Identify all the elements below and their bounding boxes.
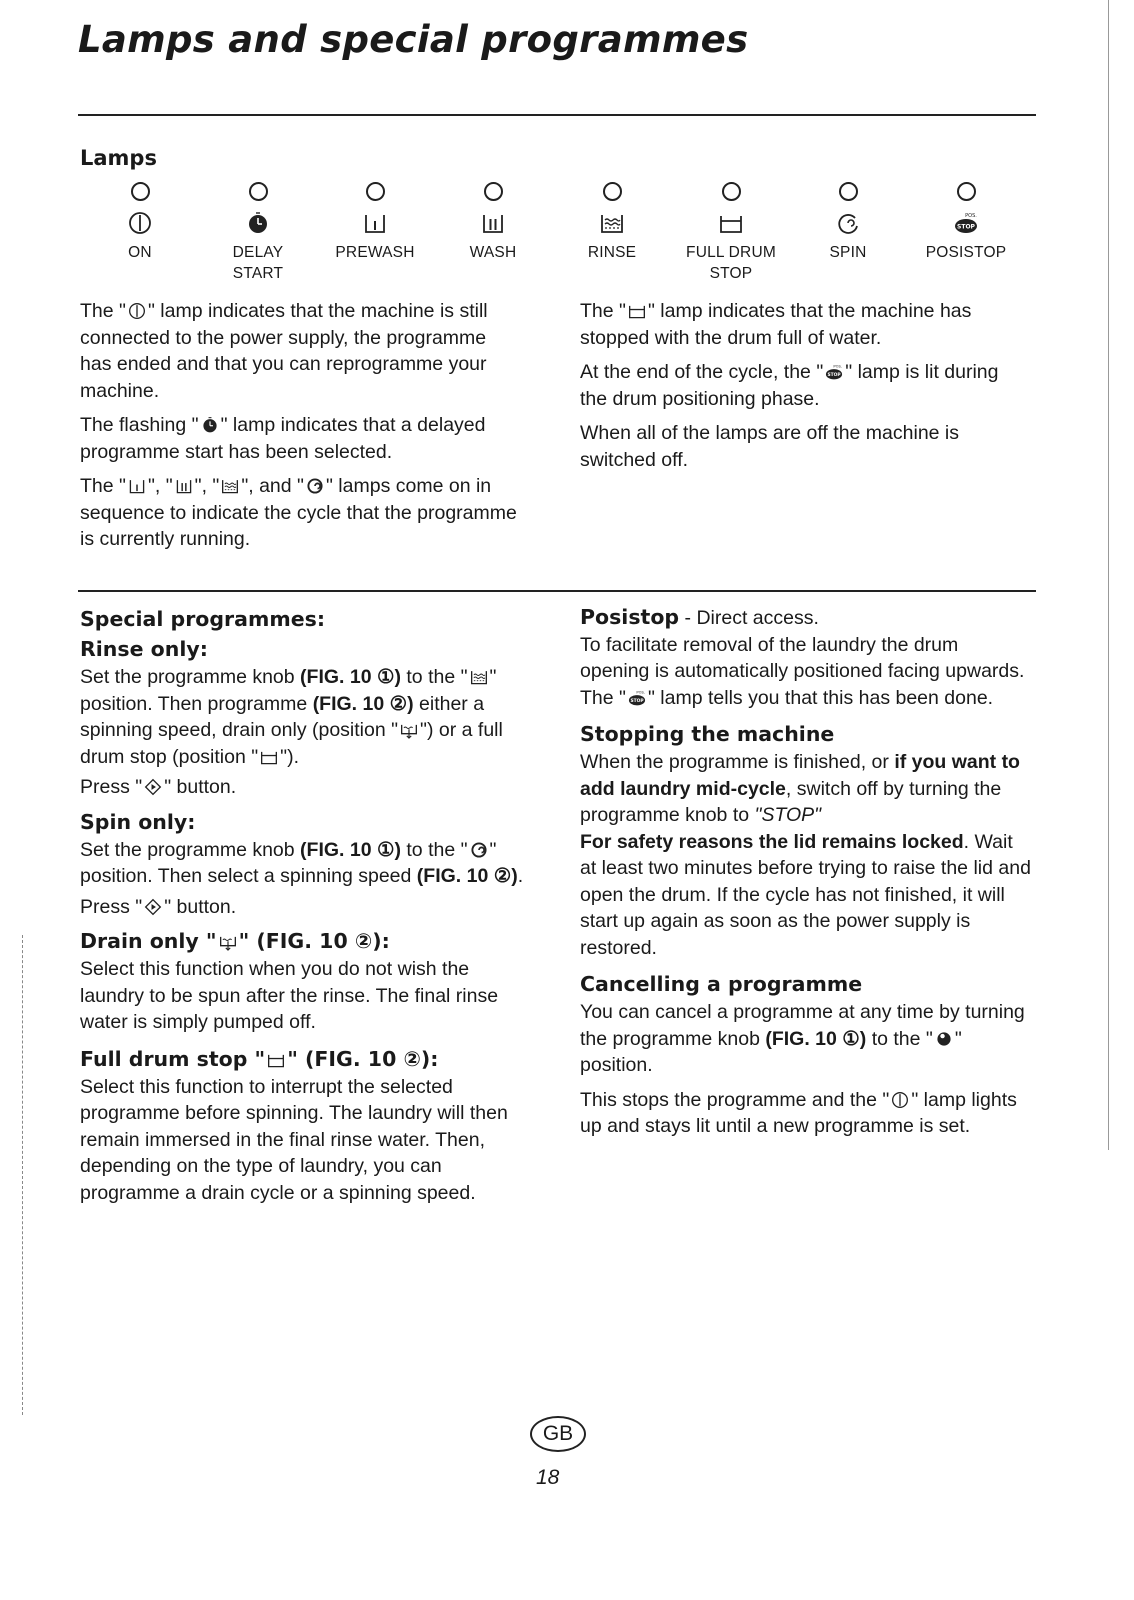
power-icon	[889, 1090, 911, 1110]
lamp-delay-start	[203, 176, 313, 284]
lamp-label: PREWASH	[335, 244, 415, 261]
lamp-indicator	[249, 182, 268, 201]
lamps-heading: Lamps	[80, 146, 157, 170]
drain-icon	[398, 720, 420, 740]
lamp-indicator	[366, 182, 385, 201]
section-divider	[78, 590, 1036, 592]
prewash-icon	[360, 210, 390, 236]
bold-text: if you want to add laundry mid-cycle	[580, 751, 1020, 800]
text: either a spinning speed, drain only (position "	[80, 692, 485, 741]
posistop-lamp-text	[580, 685, 1032, 712]
text: Press "	[80, 895, 143, 918]
text: .	[517, 865, 524, 887]
full-drum-lamp-paragraph	[580, 298, 1030, 351]
lamp-spin	[793, 176, 903, 263]
special-programmes-right	[580, 604, 1032, 1148]
lamp-label: POSISTOP	[925, 244, 1007, 261]
region-badge-text: GB	[542, 1422, 574, 1445]
lamp-wash	[438, 176, 548, 263]
text: " (FIG. 10 ②):	[287, 1046, 439, 1071]
text: Set the programme knob	[80, 666, 301, 688]
lamp-label: WASH	[469, 244, 517, 261]
text: to the "	[400, 666, 468, 688]
lamp-indicator	[722, 182, 741, 201]
posistop-icon	[626, 688, 648, 708]
text: At the end of the cycle, the "	[580, 361, 824, 383]
rinse-icon	[468, 667, 490, 687]
text: Drain only "	[80, 929, 217, 953]
lamps-description-right	[580, 298, 1030, 481]
rinse-icon	[219, 476, 241, 496]
clock-icon	[199, 415, 221, 435]
text: , switch off by turning the programme knob to	[580, 777, 1002, 826]
page-title: Lamps and special programmes	[78, 18, 749, 61]
spin-icon	[468, 840, 490, 860]
page-number: 18	[536, 1466, 560, 1489]
rinse-only-heading: Rinse only:	[80, 637, 208, 661]
text: " lamp tells you that this has been done.	[647, 686, 994, 709]
special-programmes-left	[80, 604, 530, 1214]
full-drum-stop-text: Select this function to interrupt the selected programme before spinning. The laundry will then remain immersed in the final rinse water. Then, depending on the type of laundry, you can programme a drain cycle or a spinning speed.	[80, 1075, 508, 1204]
full-drum-icon	[265, 1050, 287, 1070]
text: ").	[280, 745, 300, 768]
wash-icon	[478, 210, 508, 236]
lamp-indicator	[603, 182, 622, 201]
lamp-indicator	[957, 182, 976, 201]
lamps-description-left	[80, 298, 520, 561]
lamp-rinse	[557, 176, 667, 263]
lamp-indicator	[131, 182, 150, 201]
stopping-heading: Stopping the machine	[580, 722, 835, 746]
text: " lamp indicates that a delayed programme start has been selected.	[80, 414, 486, 463]
italic-text: "STOP"	[754, 804, 822, 826]
spin-icon	[304, 476, 326, 496]
drain-icon	[217, 932, 239, 952]
lamp-posistop	[911, 176, 1021, 263]
lamp-full-drum-stop	[676, 176, 786, 284]
start-icon	[142, 897, 164, 917]
special-programmes-heading: Special programmes:	[80, 607, 326, 631]
text: The "	[580, 300, 626, 322]
spin-only-text	[80, 837, 530, 890]
cancelling-text	[580, 999, 1032, 1079]
power-lamp-paragraph	[80, 298, 520, 404]
figure-ref: (FIG. 10 ②)	[312, 692, 414, 715]
spin-press-start	[80, 894, 530, 921]
text: The "	[580, 686, 626, 709]
text: " position. Then select a spinning speed	[80, 838, 497, 887]
delay-lamp-paragraph	[80, 412, 520, 465]
lamp-label: SPIN	[829, 244, 867, 261]
cancelling-lamp-text	[580, 1087, 1032, 1140]
text: You can cancel a programme at any time by turning the programme knob	[580, 1001, 1025, 1050]
posistop-lamp-paragraph	[580, 359, 1030, 412]
figure-ref: (FIG. 10 ①)	[300, 838, 401, 861]
stopping-text	[580, 749, 1032, 829]
start-icon	[142, 777, 164, 797]
text: " button.	[164, 776, 237, 798]
wash-icon	[173, 476, 195, 496]
text: to the "	[866, 1027, 933, 1050]
text: " (FIG. 10 ②):	[238, 929, 390, 953]
lamp-label: FULL DRUM STOP	[686, 244, 776, 282]
rinse-press-start	[80, 774, 530, 801]
spin-icon	[833, 210, 863, 236]
posistop-icon	[823, 362, 845, 382]
drain-only-text: Select this function when you do not wish the laundry to be spun after the rinse. The final rinse water is simply pumped off.	[80, 958, 499, 1033]
prewash-icon	[126, 476, 148, 496]
power-icon	[125, 210, 155, 236]
text: " lamp lights up and stays lit until a new programme is set.	[580, 1088, 1017, 1137]
lamp-prewash	[320, 176, 430, 263]
full-drum-icon	[716, 210, 746, 236]
rinse-icon	[597, 210, 627, 236]
spin-only-heading: Spin only:	[80, 809, 196, 834]
top-divider	[78, 114, 1036, 116]
text: Full drum stop "	[80, 1046, 266, 1071]
figure-ref: (FIG. 10 ①)	[300, 666, 401, 688]
text: Set the programme knob	[80, 838, 301, 861]
text: When the programme is finished, or	[580, 751, 895, 773]
lamp-indicator	[484, 182, 503, 201]
text: " lamp indicates that the machine is still connected to the power supply, the programme has ended and that you can reprogramme your machine.	[80, 300, 488, 402]
full-drum-stop-heading	[80, 1044, 530, 1074]
text: ", "	[147, 475, 173, 497]
lamp-panel	[80, 176, 1040, 286]
posistop-icon	[951, 210, 981, 236]
lamp-label: RINSE	[587, 244, 637, 261]
text: " lamp is lit during the drum positioning phase.	[580, 361, 999, 410]
lamps-off-paragraph: When all of the lamps are off the machine is switched off.	[580, 422, 960, 471]
lamp-on	[85, 176, 195, 263]
posistop-heading: Posistop	[580, 605, 680, 629]
region-badge	[530, 1416, 586, 1452]
lamp-indicator	[839, 182, 858, 201]
text: The flashing "	[80, 414, 199, 436]
rinse-only-text	[80, 664, 530, 770]
text: " position.	[580, 1027, 962, 1076]
lamp-label: DELAY START	[232, 244, 284, 282]
power-icon	[126, 301, 148, 321]
text: " lamp indicates that the machine has stopped with the drum full of water.	[580, 300, 972, 349]
stop-knob-icon	[933, 1029, 955, 1049]
posistop-heading-line	[580, 604, 1032, 632]
clock-icon	[243, 210, 273, 236]
text: This stops the programme and the "	[580, 1088, 890, 1111]
text: " lamps come on in sequence to indicate the cycle that the programme is currently running.	[80, 475, 517, 550]
sequence-lamps-paragraph	[80, 473, 520, 553]
bold-text: For safety reasons the lid remains locked	[580, 830, 964, 853]
full-drum-icon	[258, 747, 280, 767]
text: ") or a full drum stop (position "	[80, 719, 503, 768]
text: . Wait at least two minutes before trying to raise the lid and open the drum. If the cycle has not finished, it will start up again as soon as the power supply is restored.	[580, 830, 1031, 959]
text: Press "	[80, 776, 143, 798]
scan-margin-mark	[22, 935, 23, 1415]
text: " button.	[164, 895, 237, 918]
posistop-text: To facilitate removal of the laundry the drum opening is automatically positioned facing upwards.	[580, 633, 1025, 682]
text: The "	[80, 300, 126, 322]
full-drum-icon	[626, 301, 648, 321]
lamp-label: ON	[128, 244, 152, 261]
stopping-safety-text	[580, 829, 1032, 962]
text: ", and "	[241, 475, 304, 497]
drain-only-heading	[80, 926, 530, 956]
text: to the "	[400, 838, 468, 861]
text: - Direct access.	[679, 607, 819, 629]
text: ", "	[194, 475, 220, 497]
cancelling-heading: Cancelling a programme	[580, 972, 863, 996]
figure-ref: (FIG. 10 ②)	[416, 865, 518, 887]
text: " position. Then programme	[80, 666, 497, 715]
figure-ref: (FIG. 10 ①)	[765, 1027, 867, 1050]
text: The "	[80, 475, 126, 497]
scan-edge-mark	[1108, 0, 1109, 1150]
